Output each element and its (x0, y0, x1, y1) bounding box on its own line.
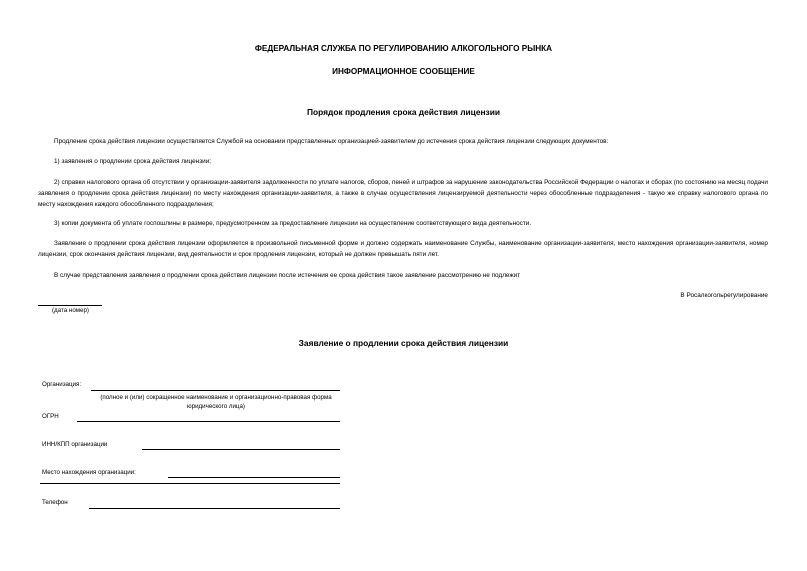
paragraph-item-1: 1) заявления о продлении срока действия лицензии; (54, 158, 212, 165)
paragraph-application-form: Заявление о продлении срока действия лицензии оформляется в произвольной письменной форме и должно содержать наименование Службы, наименование организации-заявителя, место нахождения организации-заявителя, номер лицензии, срок окончания действия лицензии, вид деятельности и срок продления лицензии, который не должен превышать пяти лет. (38, 240, 768, 258)
organization-caption: (полное и (или) сокращенное наименование и организационно-правовая форма юридического лица) (100, 394, 332, 410)
paragraph-item-2: 2) справки налогового органа об отсутствии у организации-заявителя задолженности по уплате налогов, сборов, пеней и штрафов за нарушение законодательства Российской Федерации о налогах и сборах (по состоянию на месяц подачи заявления о продлении срока действия лицензии) по месту нахождения организации-заявителя, а также в случае осуществления лицензируемой деятельности через обособленные подразделения - такую же справку налогового органа по месту нахождения каждого обособленного подразделения; (38, 179, 768, 208)
paragraph-intro: Продление срока действия лицензии осуществляется Службой на основании представленных организацией-заявителем до истечения срока действия лицензии следующих документов: (54, 138, 609, 145)
doc-type-title: ИНФОРМАЦИОННОЕ СООБЩЕНИЕ (332, 67, 475, 76)
addressee: В Росалкогольрегулирование (680, 292, 768, 299)
date-number-caption: (дата номер) (52, 307, 89, 314)
inn-kpp-label: ИНН/КПП организации (42, 441, 108, 448)
ogrn-label: ОГРН (42, 413, 59, 420)
application-title: Заявление о продлении срока действия лицензии (298, 338, 509, 348)
paragraph-late-application: В случае представления заявления о продлении срока действия лицензии после истечения ее срока действия такое заявление рассмотрению не подлежит (54, 272, 521, 279)
procedure-title: Порядок продления срока действия лицензии (306, 107, 500, 117)
location-field-continuation[interactable] (40, 483, 340, 484)
agency-title: ФЕДЕРАЛЬНАЯ СЛУЖБА ПО РЕГУЛИРОВАНИЮ АЛКОГОЛЬНОГО РЫНКА (254, 44, 553, 53)
organization-field[interactable] (91, 390, 340, 391)
ogrn-field[interactable] (77, 421, 340, 422)
phone-label: Телефон (42, 499, 68, 506)
location-label: Место нахождения организации: (42, 469, 136, 476)
phone-field[interactable] (89, 508, 340, 509)
paragraph-item-3: 3) копии документа об уплате госпошлины в размере, предусмотренном за предоставление лицензии на осуществление соответствующего вида деятельности. (54, 220, 532, 227)
location-field[interactable] (168, 477, 340, 478)
inn-kpp-field[interactable] (142, 449, 340, 450)
date-number-line (38, 305, 102, 306)
organization-label: Организация: (42, 381, 82, 388)
